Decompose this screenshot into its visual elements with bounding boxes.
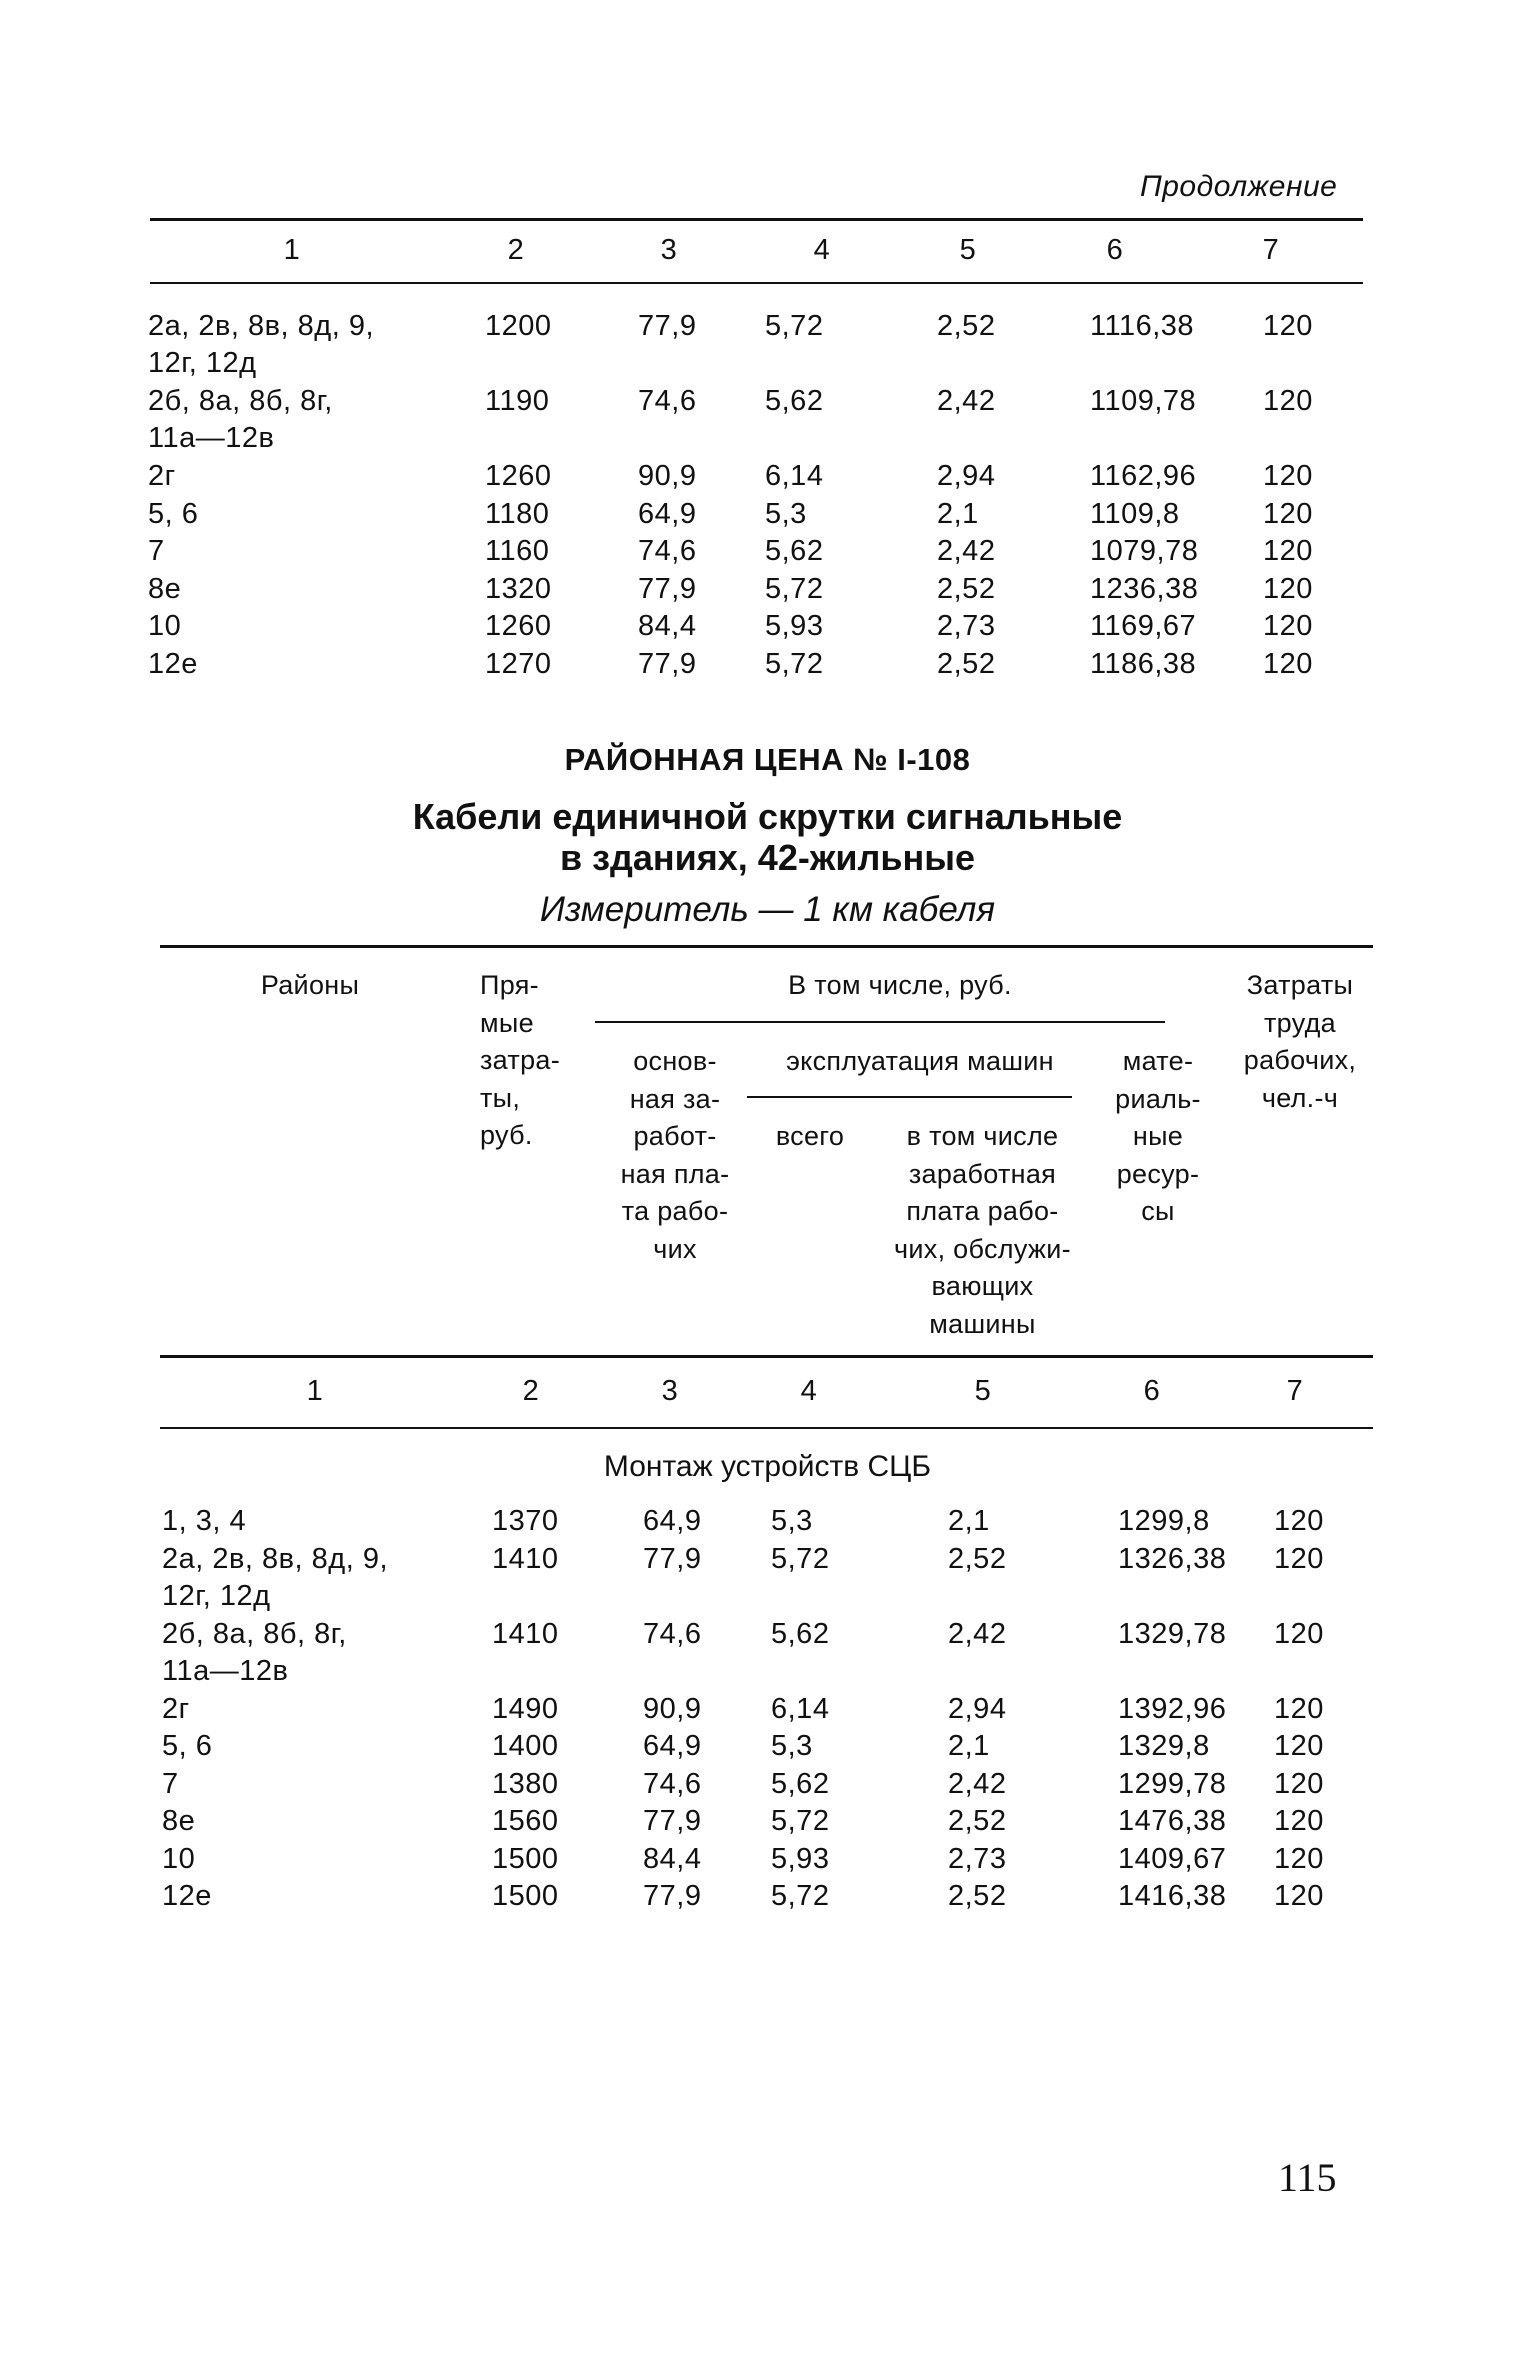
cell-c3: 84,4 bbox=[638, 610, 697, 642]
h-iw-line: вающих bbox=[931, 1271, 1034, 1301]
cell-region: 2а, 2в, 8в, 8д, 9, bbox=[162, 1542, 389, 1575]
header-including-rule bbox=[595, 1021, 1165, 1023]
cell-region2: 12г, 12д bbox=[162, 1579, 271, 1612]
cell-c2: 1500 bbox=[492, 1842, 559, 1875]
column-number: 7 bbox=[1262, 234, 1280, 266]
column-number: 5 bbox=[959, 234, 977, 266]
cell-region: 2б, 8а, 8б, 8г, bbox=[162, 1617, 347, 1650]
column-number: 4 bbox=[813, 234, 831, 266]
cell-c6: 1299,78 bbox=[1118, 1767, 1227, 1800]
cell-c3: 74,6 bbox=[638, 535, 697, 567]
cell-region: 2б, 8а, 8б, 8г, bbox=[148, 385, 333, 417]
cell-c4: 5,72 bbox=[765, 310, 824, 342]
cell-c7: 120 bbox=[1263, 535, 1313, 567]
cell-c6: 1109,8 bbox=[1090, 497, 1180, 530]
table1-top-rule bbox=[150, 218, 1363, 221]
header-materials bbox=[1098, 1043, 1218, 1231]
cell-c7: 120 bbox=[1263, 460, 1313, 492]
h-basic-line: чих bbox=[653, 1233, 697, 1264]
header-total: всего bbox=[775, 1121, 845, 1151]
cell-c2: 1190 bbox=[485, 385, 550, 417]
cell-c3: 77,9 bbox=[643, 1880, 702, 1912]
cell-c6: 1116,38 bbox=[1090, 310, 1195, 342]
cell-c5: 2,73 bbox=[937, 610, 996, 642]
cell-c7: 120 bbox=[1274, 1692, 1324, 1725]
cell-c5: 2,94 bbox=[937, 460, 996, 492]
cell-c7: 120 bbox=[1274, 1505, 1324, 1537]
cell-c7: 120 bbox=[1274, 1842, 1324, 1875]
cell-c2: 1260 bbox=[485, 460, 552, 492]
cell-region: 12е bbox=[162, 1880, 212, 1912]
column-number: 2 bbox=[522, 1375, 540, 1407]
header-machines-rule bbox=[747, 1096, 1072, 1098]
table2-subheading: Монтаж устройств СЦБ bbox=[603, 1450, 932, 1483]
cell-c2: 1490 bbox=[492, 1692, 559, 1725]
cell-c5: 2,42 bbox=[948, 1767, 1007, 1800]
table2-header-rule bbox=[160, 1355, 1373, 1358]
cell-c2: 1500 bbox=[492, 1880, 559, 1912]
cell-region: 2а, 2в, 8в, 8д, 9, bbox=[148, 310, 375, 342]
section-title-line1: Кабели единичной скрутки сигнальные bbox=[412, 796, 1123, 837]
cell-c3: 64,9 bbox=[643, 1730, 702, 1762]
cell-c3: 77,9 bbox=[638, 310, 697, 342]
cell-c6: 1109,78 bbox=[1090, 385, 1197, 417]
measure-unit: Измеритель — 1 км кабеля bbox=[539, 890, 996, 929]
cell-c6: 1409,67 bbox=[1118, 1842, 1227, 1875]
header-including: В том числе, руб. bbox=[788, 970, 1012, 1000]
cell-c2: 1410 bbox=[492, 1617, 559, 1650]
cell-c5: 2,1 bbox=[937, 497, 979, 530]
cell-region: 7 bbox=[162, 1767, 179, 1800]
column-number: 2 bbox=[507, 234, 525, 266]
cell-c3: 90,9 bbox=[643, 1692, 702, 1725]
column-number: 5 bbox=[974, 1375, 992, 1407]
cell-c2: 1200 bbox=[485, 310, 552, 342]
cell-c7: 120 bbox=[1274, 1730, 1324, 1762]
cell-region: 7 bbox=[148, 535, 165, 567]
cell-c6: 1236,38 bbox=[1090, 572, 1199, 605]
h-basic-line: работ- bbox=[633, 1121, 717, 1151]
h-direct-line: мые bbox=[480, 1007, 534, 1038]
cell-c5: 2,52 bbox=[948, 1805, 1007, 1837]
h-mat-line: сы bbox=[1141, 1196, 1175, 1226]
cell-c3: 74,6 bbox=[643, 1767, 702, 1800]
h-labor-line: Затраты bbox=[1246, 970, 1354, 1000]
column-number: 1 bbox=[306, 1375, 324, 1407]
cell-c3: 77,9 bbox=[643, 1805, 702, 1837]
cell-c7: 120 bbox=[1263, 647, 1313, 680]
section-heading: РАЙОННАЯ ЦЕНА № I-108 bbox=[564, 742, 971, 777]
cell-c3: 74,6 bbox=[638, 385, 697, 417]
h-mat-line: ные bbox=[1132, 1121, 1184, 1151]
cell-region: 2г bbox=[148, 460, 176, 492]
header-basic-wage bbox=[605, 1043, 745, 1268]
cell-c4: 5,62 bbox=[771, 1767, 830, 1800]
section-title-line2: в зданиях, 42-жильные bbox=[559, 837, 975, 878]
cell-region: 10 bbox=[162, 1842, 196, 1875]
cell-region2: 11а—12в bbox=[148, 422, 275, 454]
cell-region2: 12г, 12д bbox=[148, 347, 257, 379]
cell-c6: 1416,38 bbox=[1118, 1880, 1227, 1912]
h-labor-line: чел.-ч bbox=[1261, 1082, 1339, 1113]
h-direct-line: руб. bbox=[480, 1120, 533, 1150]
cell-region: 5, 6 bbox=[162, 1730, 213, 1762]
h-mat-line: ресур- bbox=[1116, 1158, 1200, 1189]
cell-c4: 5,72 bbox=[771, 1805, 830, 1837]
cell-c4: 6,14 bbox=[771, 1692, 830, 1725]
cell-c7: 120 bbox=[1263, 497, 1313, 530]
h-direct-line: ты, bbox=[480, 1082, 521, 1113]
cell-c5: 2,94 bbox=[948, 1692, 1007, 1725]
h-basic-line: ная пла- bbox=[620, 1158, 730, 1189]
cell-c4: 5,72 bbox=[771, 1880, 830, 1912]
cell-c2: 1380 bbox=[492, 1767, 559, 1800]
cell-c5: 2,52 bbox=[937, 310, 996, 342]
cell-c2: 1260 bbox=[485, 610, 552, 642]
column-number: 7 bbox=[1286, 1375, 1304, 1407]
cell-c5: 2,52 bbox=[937, 572, 996, 605]
cell-c3: 77,9 bbox=[643, 1542, 702, 1575]
cell-c4: 5,93 bbox=[765, 610, 824, 642]
cell-c5: 2,52 bbox=[948, 1542, 1007, 1575]
cell-region: 10 bbox=[148, 610, 182, 642]
cell-c6: 1329,78 bbox=[1118, 1617, 1227, 1650]
h-basic-line: ная за- bbox=[629, 1083, 721, 1114]
header-including-wage bbox=[870, 1118, 1095, 1343]
h-iw-line: чих, обслужи- bbox=[894, 1233, 1071, 1264]
cell-c7: 120 bbox=[1263, 310, 1313, 342]
cell-c5: 2,42 bbox=[937, 385, 996, 417]
cell-c3: 74,6 bbox=[643, 1617, 702, 1650]
cell-c6: 1299,8 bbox=[1118, 1505, 1210, 1537]
h-iw-line: заработная bbox=[908, 1158, 1057, 1189]
cell-c5: 2,42 bbox=[937, 535, 996, 567]
h-mat-line: риаль- bbox=[1115, 1083, 1201, 1114]
h-labor-line: труда bbox=[1264, 1007, 1336, 1038]
cell-c5: 2,73 bbox=[948, 1842, 1007, 1875]
cell-c6: 1329,8 bbox=[1118, 1730, 1210, 1762]
column-number: 6 bbox=[1143, 1375, 1161, 1407]
cell-c3: 77,9 bbox=[638, 572, 697, 605]
cell-region: 1, 3, 4 bbox=[162, 1505, 247, 1537]
cell-region: 5, 6 bbox=[148, 497, 199, 530]
cell-c6: 1079,78 bbox=[1090, 535, 1199, 567]
column-number: 1 bbox=[283, 234, 301, 266]
cell-c7: 120 bbox=[1274, 1617, 1324, 1650]
cell-c5: 2,1 bbox=[948, 1505, 990, 1537]
column-number: 3 bbox=[661, 1375, 679, 1407]
cell-c7: 120 bbox=[1274, 1542, 1324, 1575]
column-number: 3 bbox=[660, 234, 678, 266]
cell-region: 8е bbox=[162, 1805, 196, 1837]
header-machines: эксплуатация машин bbox=[786, 1046, 1054, 1076]
h-basic-line: та рабо- bbox=[621, 1196, 729, 1226]
cell-c7: 120 bbox=[1263, 385, 1313, 417]
cell-c3: 64,9 bbox=[638, 497, 697, 530]
cell-c6: 1392,96 bbox=[1118, 1692, 1227, 1725]
header-direct-costs bbox=[480, 967, 580, 1155]
cell-c4: 5,62 bbox=[765, 535, 824, 567]
cell-c6: 1169,67 bbox=[1090, 610, 1197, 642]
cell-c4: 5,62 bbox=[771, 1617, 830, 1650]
cell-c7: 120 bbox=[1263, 572, 1313, 605]
cell-c5: 2,1 bbox=[948, 1730, 990, 1762]
h-iw-line: плата рабо- bbox=[906, 1196, 1059, 1226]
table1-header-rule bbox=[150, 282, 1363, 284]
cell-c2: 1160 bbox=[485, 535, 550, 567]
cell-c2: 1560 bbox=[492, 1805, 559, 1837]
cell-c3: 64,9 bbox=[643, 1505, 702, 1537]
continuation-label: Продолжение bbox=[1140, 170, 1338, 203]
cell-region: 8е bbox=[148, 572, 182, 605]
cell-c7: 120 bbox=[1274, 1805, 1324, 1837]
cell-c5: 2,42 bbox=[948, 1617, 1007, 1650]
cell-c4: 5,3 bbox=[771, 1730, 813, 1762]
cell-c3: 90,9 bbox=[638, 460, 697, 492]
cell-c4: 5,62 bbox=[765, 385, 824, 417]
h-direct-line: затра- bbox=[480, 1045, 560, 1075]
cell-c5: 2,52 bbox=[948, 1880, 1007, 1912]
cell-c6: 1162,96 bbox=[1090, 460, 1197, 492]
h-iw-line: машины bbox=[929, 1308, 1036, 1339]
table2-numbers-rule bbox=[160, 1427, 1373, 1429]
cell-c2: 1400 bbox=[492, 1730, 559, 1762]
column-number: 6 bbox=[1106, 234, 1124, 266]
cell-c4: 5,72 bbox=[771, 1542, 830, 1575]
cell-region: 2г bbox=[162, 1692, 190, 1725]
cell-region: 12е bbox=[148, 647, 198, 680]
cell-c2: 1410 bbox=[492, 1542, 559, 1575]
cell-c2: 1320 bbox=[485, 572, 552, 605]
h-basic-line: основ- bbox=[633, 1046, 717, 1076]
table2-top-rule bbox=[160, 945, 1373, 948]
cell-region2: 11а—12в bbox=[162, 1654, 289, 1687]
header-labor bbox=[1210, 967, 1390, 1117]
cell-c6: 1476,38 bbox=[1118, 1805, 1227, 1837]
cell-c2: 1180 bbox=[485, 497, 550, 530]
cell-c7: 120 bbox=[1274, 1767, 1324, 1800]
cell-c2: 1270 bbox=[485, 647, 552, 680]
column-number: 4 bbox=[800, 1375, 818, 1407]
h-iw-line: в том числе bbox=[906, 1121, 1059, 1151]
cell-c4: 5,93 bbox=[771, 1842, 830, 1875]
cell-c4: 5,3 bbox=[765, 497, 807, 530]
cell-c7: 120 bbox=[1263, 610, 1313, 642]
cell-c2: 1370 bbox=[492, 1505, 559, 1537]
cell-c3: 77,9 bbox=[638, 647, 697, 680]
h-labor-line: рабочих, bbox=[1243, 1045, 1357, 1075]
cell-c4: 6,14 bbox=[765, 460, 824, 492]
cell-c5: 2,52 bbox=[937, 647, 996, 680]
h-mat-line: мате- bbox=[1122, 1046, 1194, 1076]
cell-c6: 1326,38 bbox=[1118, 1542, 1227, 1575]
cell-c3: 84,4 bbox=[643, 1842, 702, 1875]
cell-c4: 5,72 bbox=[765, 647, 824, 680]
page-number: 115 bbox=[1278, 2155, 1337, 2200]
cell-c4: 5,3 bbox=[771, 1505, 813, 1537]
cell-c7: 120 bbox=[1274, 1880, 1324, 1912]
cell-c6: 1186,38 bbox=[1090, 647, 1197, 680]
cell-c4: 5,72 bbox=[765, 572, 824, 605]
header-regions: Районы bbox=[260, 970, 360, 1000]
h-direct-line: Пря- bbox=[480, 970, 539, 1000]
